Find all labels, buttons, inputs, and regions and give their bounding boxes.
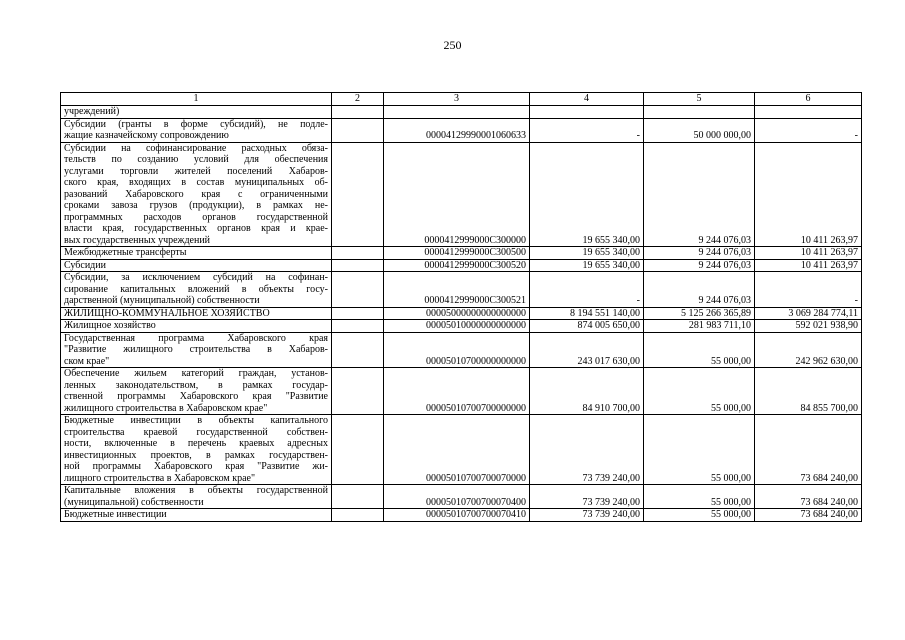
value-col4-cell: 73 739 240,00 — [530, 415, 644, 485]
value-col4-cell: 8 194 551 140,00 — [530, 307, 644, 320]
value-col6-cell: 73 684 240,00 — [755, 485, 862, 509]
value-col4-cell: 73 739 240,00 — [530, 509, 644, 522]
row-name-line: Субсидии на софинансирование расходных обяза- — [64, 142, 328, 154]
row-name-line: учреждений) — [64, 106, 120, 117]
row-name-cell — [61, 272, 332, 308]
budget-code-cell: 0000412999000С300520 — [384, 259, 530, 272]
value-col4-cell: 874 005 650,00 — [530, 320, 644, 333]
budget-code-cell — [384, 106, 530, 119]
value-col6-cell: - — [755, 272, 862, 308]
row-name-line: тельств по созданию условий для обеспечения — [64, 154, 328, 165]
row-name-line: Субсидии (гранты в форме субсидий), не подле- — [64, 118, 328, 130]
value-col6-cell: 10 411 263,97 — [755, 247, 862, 260]
page-number: 250 — [443, 38, 462, 52]
column-2-cell — [332, 332, 384, 368]
table-row — [61, 259, 862, 272]
row-name-cell — [61, 247, 332, 260]
value-col6-cell — [755, 106, 862, 119]
budget-code-cell: 00005010700700070410 — [384, 509, 530, 522]
column-2-cell — [332, 415, 384, 485]
column-2-cell — [332, 307, 384, 320]
row-name-cell — [61, 259, 332, 272]
row-name-line: ском крае" — [64, 355, 110, 367]
budget-code-cell: 00005010700700070400 — [384, 485, 530, 509]
budget-code-cell: 0000412999000С300521 — [384, 272, 530, 308]
row-name-line: программных расходов органов государственной — [64, 211, 328, 223]
column-2-cell — [332, 142, 384, 247]
value-col4-cell: 19 655 340,00 — [530, 259, 644, 272]
value-col6-cell: 84 855 700,00 — [755, 368, 862, 415]
column-2-cell — [332, 368, 384, 415]
column-header-5: 5 — [644, 93, 755, 106]
value-col5-cell: 55 000,00 — [644, 368, 755, 415]
table-row — [61, 106, 862, 119]
row-name-line: Субсидии — [64, 259, 106, 271]
row-name-line: вых государственных учреждений — [64, 234, 211, 246]
row-name-line: ленных законодательством, в рамках государ- — [64, 379, 328, 391]
table-row — [61, 320, 862, 333]
table-body — [61, 106, 862, 522]
column-header-1: 1 — [61, 93, 332, 106]
value-col6-cell: 73 684 240,00 — [755, 415, 862, 485]
value-col6-cell: 3 069 284 774,11 — [755, 307, 862, 320]
value-col5-cell: 55 000,00 — [644, 415, 755, 485]
value-col5-cell: 50 000 000,00 — [644, 118, 755, 142]
value-col5-cell: 5 125 266 365,89 — [644, 307, 755, 320]
column-2-cell — [332, 247, 384, 260]
column-header-6: 6 — [755, 93, 862, 106]
row-name-line: разований Хабаровского края с ограниченными — [64, 188, 328, 200]
column-2-cell — [332, 118, 384, 142]
value-col4-cell: 19 655 340,00 — [530, 247, 644, 260]
row-name-line: Государственная программа Хабаровского края — [64, 332, 328, 344]
value-col4-cell: - — [530, 118, 644, 142]
row-name-line: лищного строительства в Хабаровском крае" — [64, 472, 256, 484]
row-name-line: жащие казначейскому сопровождению — [64, 130, 229, 141]
value-col5-cell: 9 244 076,03 — [644, 142, 755, 247]
row-name-line: ЖИЛИЩНО-КОММУНАЛЬНОЕ ХОЗЯЙСТВО — [64, 307, 270, 319]
value-col5-cell: 9 244 076,03 — [644, 247, 755, 260]
column-number-row — [61, 93, 862, 106]
value-col4-cell — [530, 106, 644, 119]
row-name-line: ной программы Хабаровского края "Развитие жи- — [64, 461, 328, 472]
table-row — [61, 272, 862, 308]
value-col6-cell: 73 684 240,00 — [755, 509, 862, 522]
value-col6-cell: 592 021 938,90 — [755, 320, 862, 333]
row-name-line: "Развитие жилищного строительства в Хабаров- — [64, 344, 328, 355]
row-name-line: Жилищное хозяйство — [64, 320, 156, 331]
budget-code-cell: 00005010700000000000 — [384, 332, 530, 368]
row-name-cell — [61, 332, 332, 368]
value-col4-cell: 243 017 630,00 — [530, 332, 644, 368]
row-name-cell — [61, 320, 332, 333]
budget-code-cell: 0000412999000С300000 — [384, 142, 530, 247]
value-col5-cell: 9 244 076,03 — [644, 259, 755, 272]
value-col5-cell: 9 244 076,03 — [644, 272, 755, 308]
value-col5-cell — [644, 106, 755, 119]
row-name-line: Бюджетные инвестиции — [64, 509, 167, 520]
row-name-line: строительства краевой государственной собствен- — [64, 426, 328, 438]
table-row — [61, 415, 862, 485]
budget-code-cell: 00005010700700070000 — [384, 415, 530, 485]
row-name-line: сроками завоза грузов (продукции), в рамках не- — [64, 200, 328, 211]
value-col6-cell: - — [755, 118, 862, 142]
row-name-cell — [61, 415, 332, 485]
column-2-cell — [332, 259, 384, 272]
budget-code-cell: 00004129990001060633 — [384, 118, 530, 142]
row-name-cell — [61, 142, 332, 247]
budget-code-cell: 00005000000000000000 — [384, 307, 530, 320]
table-row — [61, 142, 862, 247]
value-col4-cell: 19 655 340,00 — [530, 142, 644, 247]
column-header-3: 3 — [384, 93, 530, 106]
value-col5-cell: 281 983 711,10 — [644, 320, 755, 333]
row-name-line: дарственной (муниципальной) собственности — [64, 295, 260, 306]
row-name-line: ности, включенные в перечень краевых адресных — [64, 438, 328, 449]
table-row — [61, 509, 862, 522]
row-name-line: Межбюджетные трансферты — [64, 247, 187, 258]
row-name-line: жилищного строительства в Хабаровском крае" — [64, 402, 268, 414]
row-name-cell — [61, 118, 332, 142]
value-col4-cell: 73 739 240,00 — [530, 485, 644, 509]
column-2-cell — [332, 485, 384, 509]
value-col6-cell: 242 962 630,00 — [755, 332, 862, 368]
value-col6-cell: 10 411 263,97 — [755, 142, 862, 247]
row-name-line: услугами торговли жителей поселений Хабаров- — [64, 165, 328, 177]
table-row — [61, 485, 862, 509]
row-name-line: Капитальные вложения в объекты государственной — [64, 485, 328, 496]
value-col5-cell: 55 000,00 — [644, 509, 755, 522]
row-name-line: власти края, государственных органов края и крае- — [64, 223, 328, 234]
row-name-cell — [61, 368, 332, 415]
value-col4-cell: - — [530, 272, 644, 308]
row-name-cell — [61, 307, 332, 320]
row-name-line: Обеспечение жильем категорий граждан, установ- — [64, 368, 328, 379]
value-col5-cell: 55 000,00 — [644, 485, 755, 509]
row-name-cell — [61, 106, 332, 119]
column-header-2: 2 — [332, 93, 384, 106]
value-col5-cell: 55 000,00 — [644, 332, 755, 368]
row-name-line: сирование капитальных вложений в объекты госу- — [64, 283, 328, 295]
value-col6-cell: 10 411 263,97 — [755, 259, 862, 272]
column-2-cell — [332, 106, 384, 119]
table-row — [61, 247, 862, 260]
column-header-4: 4 — [530, 93, 644, 106]
table-row — [61, 307, 862, 320]
row-name-line: ственной программы Хабаровского края "Развитие — [64, 391, 328, 402]
budget-code-cell: 0000412999000С300500 — [384, 247, 530, 260]
budget-code-cell: 00005010000000000000 — [384, 320, 530, 333]
column-2-cell — [332, 320, 384, 333]
column-2-cell — [332, 509, 384, 522]
budget-code-cell: 00005010700700000000 — [384, 368, 530, 415]
row-name-cell — [61, 485, 332, 509]
row-name-line: Субсидии, за исключением субсидий на софинан- — [64, 272, 328, 283]
table-row — [61, 118, 862, 142]
row-name-line: Бюджетные инвестиции в объекты капитального — [64, 415, 328, 426]
row-name-line: ского края, входящих в состав муниципальных об- — [64, 177, 328, 188]
row-name-line: (муниципальной) собственности — [64, 496, 204, 508]
value-col4-cell: 84 910 700,00 — [530, 368, 644, 415]
row-name-line: инвестиционных проектов, в рамках государствен- — [64, 449, 328, 461]
budget-table — [60, 92, 862, 522]
column-2-cell — [332, 272, 384, 308]
table-row — [61, 332, 862, 368]
table-row — [61, 368, 862, 415]
row-name-cell — [61, 509, 332, 522]
